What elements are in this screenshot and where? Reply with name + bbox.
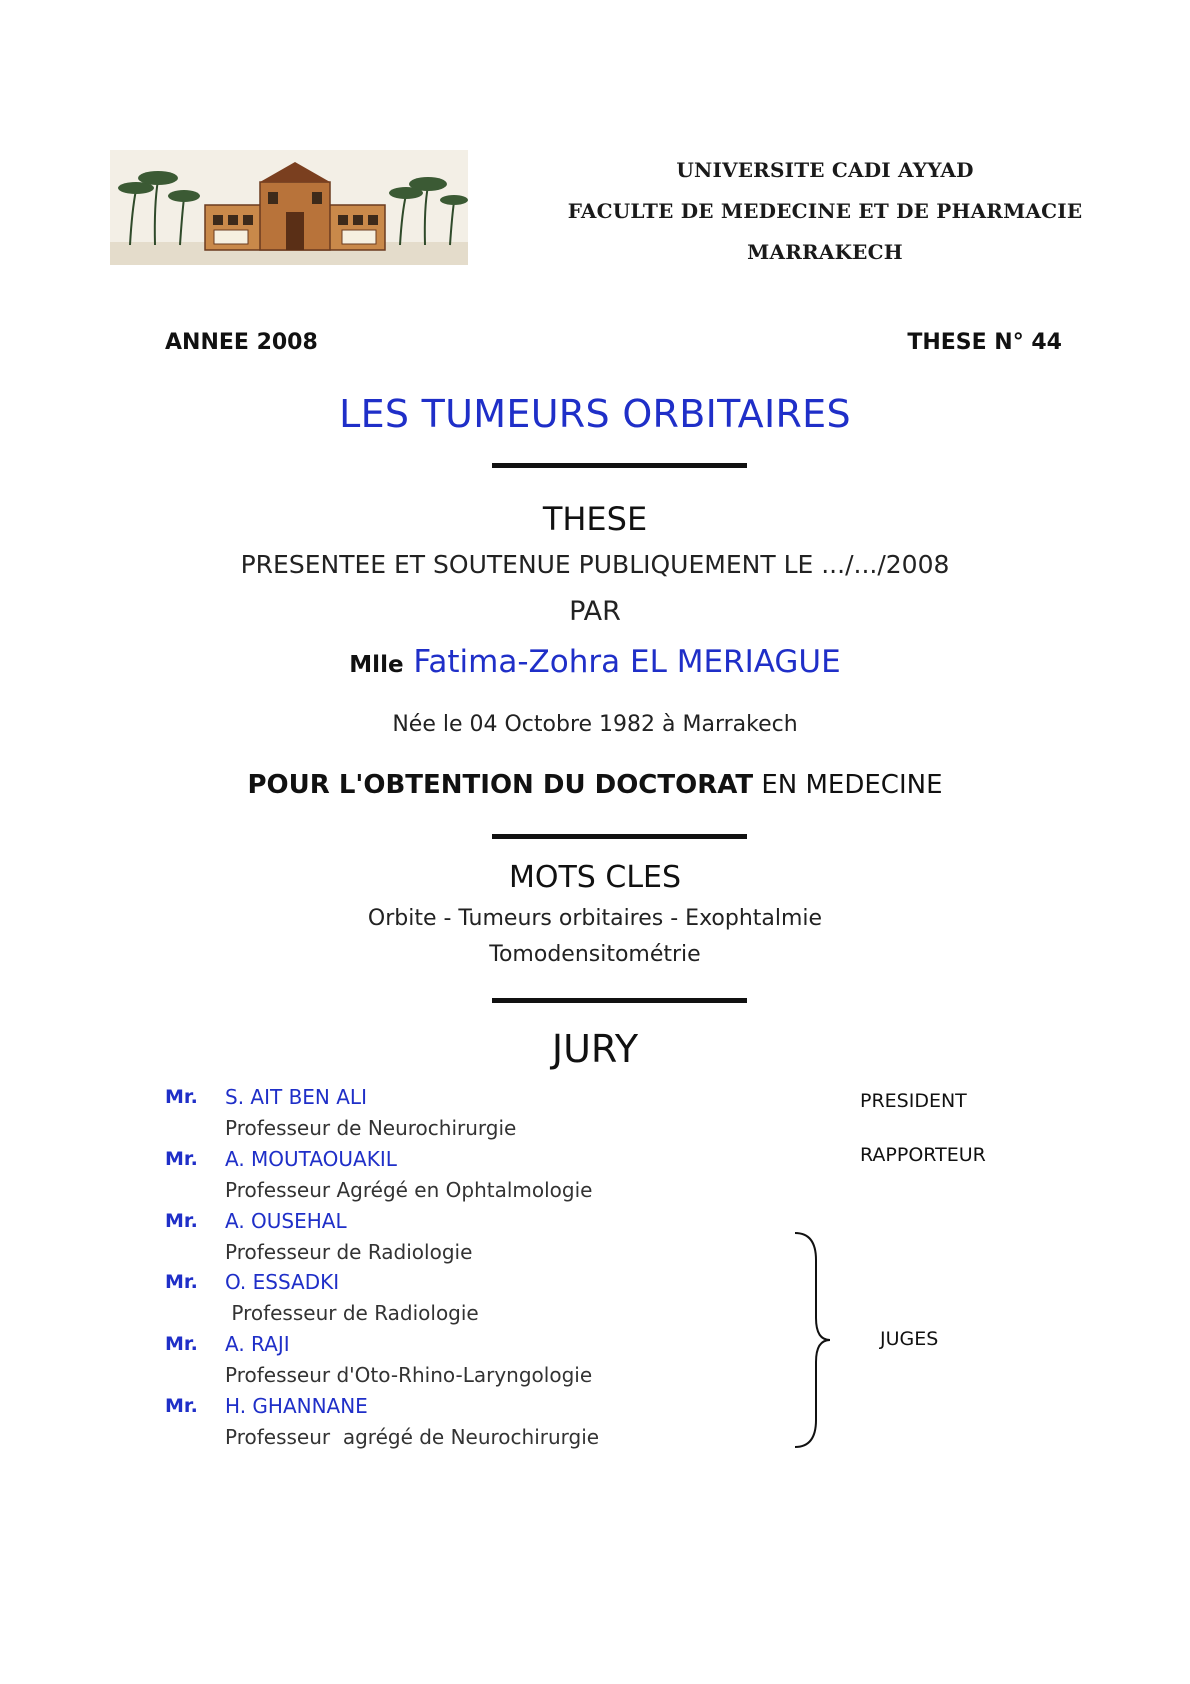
jury-member-title: Professeur agrégé de Neurochirurgie bbox=[225, 1425, 600, 1449]
jury-member-name: H. GHANNANE bbox=[225, 1394, 368, 1418]
obtention-bold: POUR L'OBTENTION DU DOCTORAT bbox=[247, 770, 754, 800]
divider-rule bbox=[492, 463, 747, 468]
presented-line: PRESENTEE ET SOUTENUE PUBLIQUEMENT LE .../.../2008 bbox=[240, 550, 950, 579]
jury-member-title: Professeur de Radiologie bbox=[225, 1301, 479, 1325]
these-heading: THESE bbox=[542, 500, 648, 538]
jury-member-prefix: Mr. bbox=[165, 1086, 198, 1108]
jury-member-prefix: Mr. bbox=[165, 1210, 198, 1232]
author-prefix: Mlle bbox=[349, 652, 404, 678]
university-name: UNIVERSITE CADI AYYAD bbox=[676, 158, 974, 182]
obtention-rest: EN MEDECINE bbox=[753, 770, 943, 800]
jury-member-prefix: Mr. bbox=[165, 1148, 198, 1170]
role-juges: JUGES bbox=[880, 1328, 939, 1350]
role-president: PRESIDENT bbox=[860, 1090, 967, 1112]
thesis-title: LES TUMEURS ORBITAIRES bbox=[339, 392, 851, 436]
thesis-number: THESE N° 44 bbox=[907, 330, 1062, 355]
jury-member-name: A. OUSEHAL bbox=[225, 1209, 347, 1233]
keywords-line-1: Orbite - Tumeurs orbitaires - Exophtalmie bbox=[367, 906, 823, 931]
jury-member-prefix: Mr. bbox=[165, 1271, 198, 1293]
jury-member-title: Professeur Agrégé en Ophtalmologie bbox=[225, 1178, 593, 1202]
jury-member-prefix: Mr. bbox=[165, 1333, 198, 1355]
thesis-year: ANNEE 2008 bbox=[165, 330, 318, 355]
faculty-city: MARRAKECH bbox=[747, 240, 903, 264]
jury-member-name: A. MOUTAOUAKIL bbox=[225, 1147, 397, 1171]
author-name: Fatima-Zohra EL MERIAGUE bbox=[413, 644, 841, 680]
keywords-heading: MOTS CLES bbox=[508, 860, 682, 895]
faculty-logo-image bbox=[110, 150, 468, 265]
keywords-line-2: Tomodensitométrie bbox=[489, 942, 701, 967]
jury-member-name: O. ESSADKI bbox=[225, 1270, 340, 1294]
divider-rule bbox=[492, 998, 747, 1003]
birth-line: Née le 04 Octobre 1982 à Marrakech bbox=[392, 712, 798, 737]
jury-heading: JURY bbox=[551, 1027, 639, 1071]
par-label: PAR bbox=[569, 596, 621, 627]
faculty-name: FACULTE DE MEDECINE ET DE PHARMACIE bbox=[567, 199, 1083, 223]
role-rapporteur: RAPPORTEUR bbox=[860, 1144, 986, 1166]
jury-member-name: A. RAJI bbox=[225, 1332, 290, 1356]
divider-rule bbox=[492, 834, 747, 839]
jury-member-title: Professeur d'Oto-Rhino-Laryngologie bbox=[225, 1363, 593, 1387]
obtention-line bbox=[0, 770, 1190, 800]
author-line bbox=[0, 644, 1190, 680]
jury-member-name: S. AIT BEN ALI bbox=[225, 1085, 367, 1109]
jury-member-prefix: Mr. bbox=[165, 1395, 198, 1417]
juges-brace bbox=[790, 1230, 830, 1450]
jury-member-title: Professeur de Radiologie bbox=[225, 1240, 473, 1264]
jury-member-title: Professeur de Neurochirurgie bbox=[225, 1116, 517, 1140]
